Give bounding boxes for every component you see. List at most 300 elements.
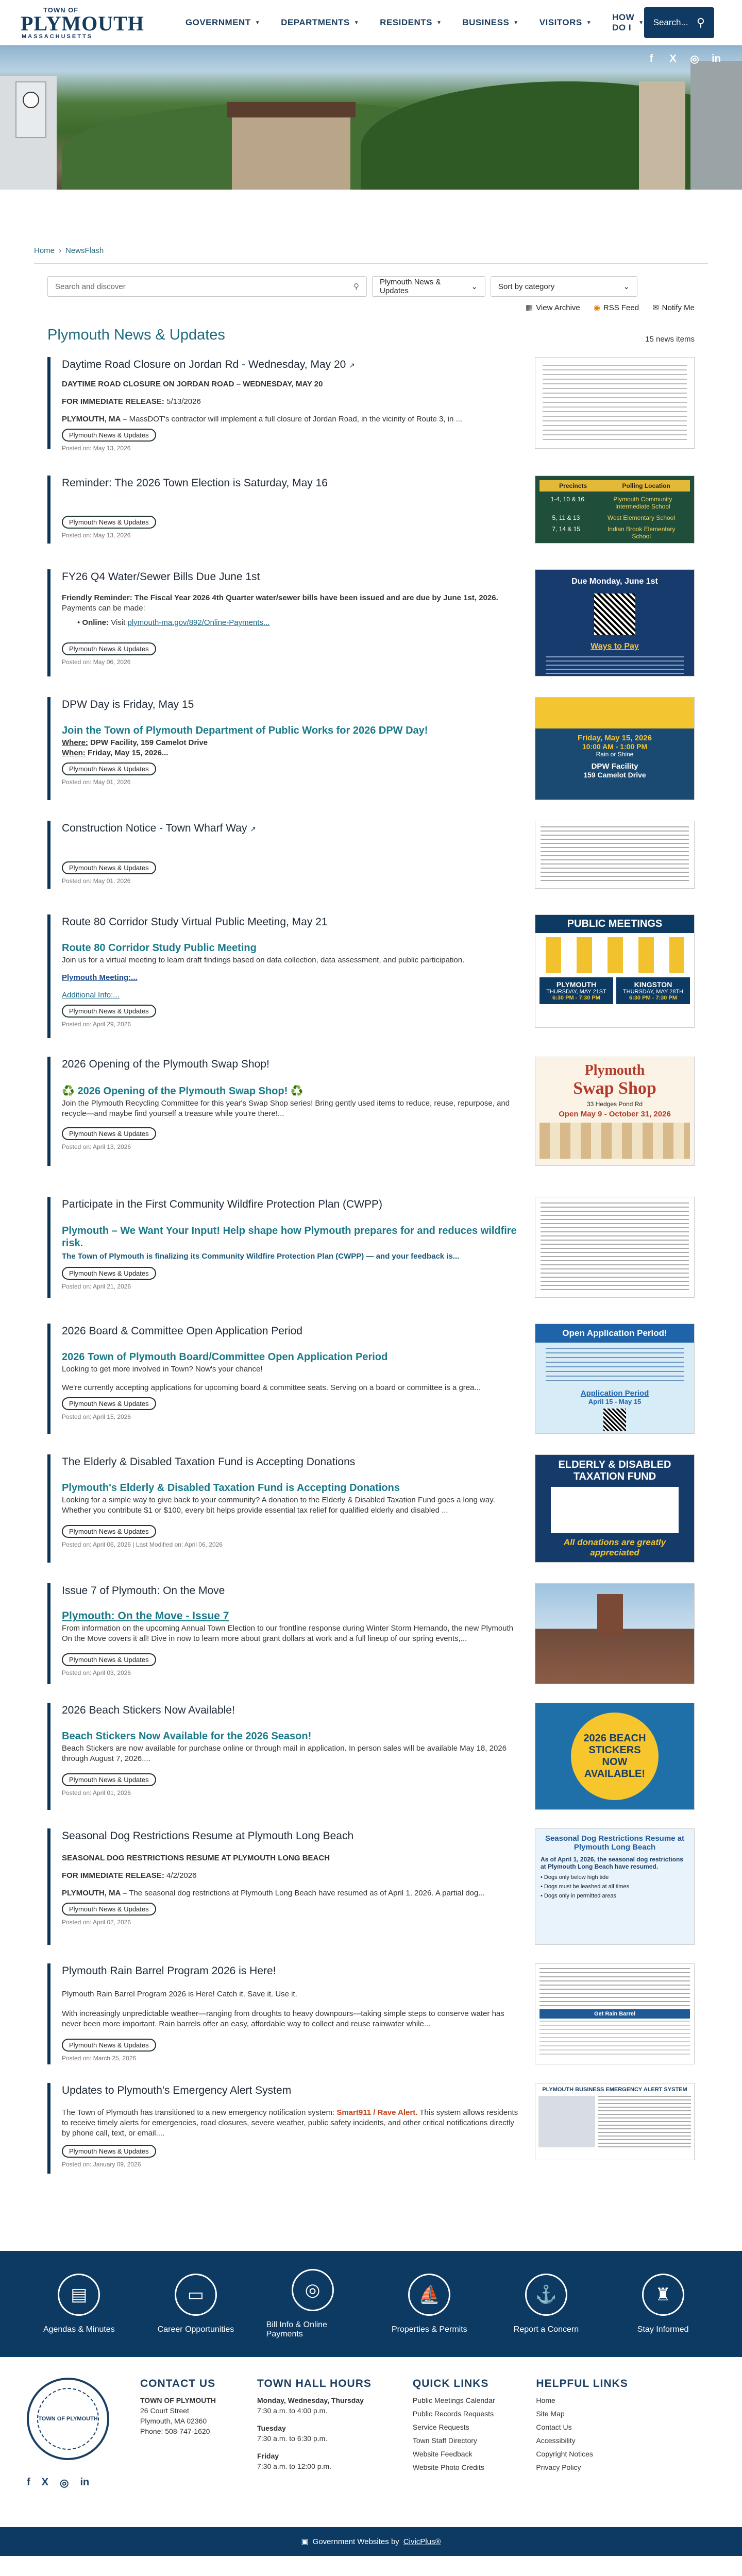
thumb-title: Plymouth — [584, 1062, 645, 1078]
news-item-title[interactable]: 2026 Opening of the Plymouth Swap Shop! — [62, 1058, 269, 1070]
news-subheading: Join the Town of Plymouth Department of Public Works for 2026 DPW Day! — [62, 725, 428, 736]
thumb-text: Dogs only below high tide — [544, 1874, 609, 1880]
news-thumbnail[interactable] — [535, 1963, 695, 2064]
thumb-text: 10:00 AM - 1:00 PM — [582, 742, 648, 751]
header-search[interactable] — [644, 7, 714, 38]
footer-link[interactable]: Home — [536, 2396, 555, 2404]
news-body: From information on the upcoming Annual Town Election to our frontline response during Winter Storm Hernando, the new Plymouth On the Move covers it all! Dive in now to learn more about grant dollars at work and a full lineup of our spring events,... — [62, 1624, 514, 1643]
footer-credit: Government Websites by — [312, 2537, 399, 2546]
external-link-icon: ↗ — [349, 361, 355, 369]
building-tower — [597, 1594, 623, 1635]
dpw-vehicle-illustration — [535, 698, 694, 728]
thumb-title: PUBLIC MEETINGS — [535, 915, 694, 933]
thumb-title: Open Application Period! — [535, 1324, 694, 1343]
table-cell: West Elementary School — [607, 514, 676, 521]
hero-roof — [227, 102, 356, 117]
footer-heading: CONTACT US — [140, 2378, 216, 2389]
civicplus-icon: ▣ — [301, 2537, 309, 2546]
footer-link[interactable]: Website Photo Credits — [412, 2463, 484, 2471]
col-header: Precincts — [559, 482, 587, 489]
news-body: Beach Stickers are now available for purchase online or through mail in application. In person sales will be available May 18, 2026 through August 7, 2026.... — [62, 1744, 507, 1763]
news-label: Online: — [82, 618, 109, 627]
hero-building — [232, 117, 350, 190]
news-line — [62, 414, 519, 425]
news-item-title[interactable]: Plymouth Rain Barrel Program 2026 is Here! — [62, 1965, 276, 1977]
route-icons — [546, 937, 684, 973]
news-line — [62, 397, 519, 407]
posted-date: Posted on: April 03, 2026 — [62, 1669, 131, 1676]
footer-text: 7:30 a.m. to 12:00 p.m. — [257, 2462, 331, 2470]
thumb-text: Open May 9 - October 31, 2026 — [559, 1110, 671, 1118]
category-tag[interactable]: Plymouth News & Updates — [62, 642, 156, 655]
hero-banner — [0, 45, 742, 190]
instagram-icon[interactable]: ◎ — [60, 2478, 69, 2489]
footer-quick-links — [413, 2378, 495, 2527]
news-bold-text: Friendly Reminder: The Fiscal Year 2026 4th Quarter water/sewer bills have been issued and are due by June 1st, 2026. — [62, 594, 498, 602]
quick-access-label: Bill Info & Online Payments — [266, 2320, 327, 2338]
lighthouse-icon: ♜ — [642, 2274, 684, 2316]
news-item-title[interactable]: 2026 Board & Committee Open Application Period — [62, 1325, 302, 1337]
footer-link[interactable]: Public Records Requests — [412, 2410, 494, 2418]
social-links — [644, 52, 723, 66]
category-tag[interactable]: Plymouth News & Updates — [62, 861, 156, 874]
news-label: PLYMOUTH, MA – — [62, 415, 127, 423]
news-item-content — [47, 1963, 519, 2064]
clock-icon — [23, 92, 39, 108]
news-body: With increasingly unpredictable weather—ranging from droughts to heavy downpours—taking simple steps to conserve water has never been more important. Rain barrels offer an easy, affordable way to collect and reuse rainwater while... — [62, 2009, 504, 2028]
posted-date: Posted on: March 25, 2026 — [62, 2055, 137, 2062]
sort-select[interactable] — [491, 276, 637, 297]
alert-preview — [538, 2096, 691, 2147]
on-the-move-link[interactable]: Plymouth: On the Move - Issue 7 — [62, 1610, 229, 1622]
breadcrumb — [0, 246, 742, 255]
news-thumbnail[interactable] — [535, 2083, 695, 2160]
news-item — [47, 476, 695, 544]
quick-access-label: Properties & Permits — [391, 2325, 467, 2334]
header-search-label: Search... — [653, 18, 688, 27]
chevron-down-icon: ▼ — [436, 20, 442, 26]
news-value: MassDOT's contractor will implement a full closure of Jordan Road, in the vicinity of Route 3, in ... — [127, 415, 463, 423]
posted-date: Posted on: April 02, 2026 — [62, 1919, 131, 1926]
news-body: Join the Plymouth Recycling Committee for this year's Swap Shop series! Bring gently used items to reduce, reuse, repurpose, and recycle—and maybe find yourself a treasure while you're there!... — [62, 1099, 510, 1118]
news-item-title[interactable]: The Elderly & Disabled Taxation Fund is Accepting Donations — [62, 1456, 356, 1468]
news-thumbnail[interactable] — [535, 821, 695, 889]
news-item-title[interactable]: Reminder: The 2026 Town Election is Saturday, May 16 — [62, 477, 328, 489]
news-item — [47, 1828, 695, 1945]
qr-code-icon — [603, 1409, 626, 1431]
news-title-text: Construction Notice - Town Wharf Way — [62, 822, 247, 834]
col-header: Polling Location — [622, 482, 670, 489]
meeting-box — [539, 977, 613, 1004]
category-tag[interactable]: Plymouth News & Updates — [62, 1653, 156, 1666]
news-body: Payments can be made: — [62, 604, 145, 613]
facebook-icon[interactable]: f — [27, 2477, 30, 2488]
divider — [34, 263, 708, 264]
logo-town-of: TOWN OF — [43, 6, 79, 14]
footer-heading: QUICK LINKS — [412, 2378, 489, 2389]
properties-permits-link[interactable] — [383, 2274, 476, 2334]
news-item-content — [47, 697, 519, 800]
thumb-text: Dogs only in permitted areas — [544, 1893, 616, 1899]
news-line — [62, 1888, 519, 1899]
news-label: FOR IMMEDIATE RELEASE: — [62, 1871, 164, 1880]
footer-link[interactable]: Site Map — [536, 2410, 565, 2418]
news-item — [47, 697, 695, 800]
category-tag[interactable]: Plymouth News & Updates — [62, 1397, 156, 1410]
category-tag[interactable]: Plymouth News & Updates — [62, 516, 156, 529]
nav-residents[interactable] — [380, 12, 442, 33]
footer-text: 7:30 a.m. to 6:30 p.m. — [257, 2434, 328, 2443]
search-icon[interactable]: ⚲ — [696, 16, 705, 29]
site-header — [0, 0, 742, 45]
posted-date: Posted on: April 06, 2026 | Last Modified on: April 06, 2026 — [62, 1541, 223, 1548]
thumb-text: Dogs must be leashed at all times — [544, 1884, 630, 1890]
news-item-title[interactable] — [62, 358, 519, 372]
footer-heading: HELPFUL LINKS — [536, 2378, 628, 2389]
breadcrumb-current[interactable]: NewsFlash — [65, 246, 104, 255]
news-body: Plymouth Rain Barrel Program 2026 is Here! Catch it. Save it. Use it. — [62, 1990, 297, 1998]
posted-date: Posted on: May 01, 2026 — [62, 877, 131, 885]
thumb-text: Get Rain Barrel — [539, 2009, 690, 2019]
posted-date: Posted on: May 01, 2026 — [62, 778, 131, 786]
nav-government[interactable] — [185, 12, 260, 33]
posted-date: Posted on: May 13, 2026 — [62, 532, 131, 539]
news-value: 4/2/2026 — [164, 1871, 197, 1880]
news-item-title[interactable] — [62, 822, 519, 836]
category-select[interactable] — [372, 276, 485, 297]
thumb-list-item: • Dogs only in permitted areas — [541, 1893, 616, 1899]
facebook-icon[interactable]: f — [649, 53, 653, 64]
news-label: FOR IMMEDIATE RELEASE: — [62, 397, 164, 406]
news-search-input[interactable] — [47, 276, 367, 297]
chevron-down-icon: ▼ — [513, 20, 519, 26]
notify-label: Notify Me — [662, 303, 695, 312]
news-search-placeholder: Search and discover — [55, 282, 126, 291]
news-item — [47, 1583, 695, 1684]
news-label: Where: — [62, 738, 88, 747]
site-footer — [0, 2357, 742, 2527]
news-label: When: — [62, 749, 86, 757]
thumb-list-item: • Dogs must be leashed at all times — [541, 1884, 630, 1890]
meeting-date: THURSDAY, MAY 21ST — [546, 989, 606, 995]
nav-how-do-i[interactable] — [612, 12, 644, 33]
thumb-text: Rain or Shine — [596, 751, 634, 758]
news-thumbnail[interactable] — [535, 569, 695, 676]
category-tag[interactable]: Plymouth News & Updates — [62, 429, 156, 442]
news-subheading: SEASONAL DOG RESTRICTIONS RESUME AT PLYMOUTH LONG BEACH — [62, 1854, 330, 1862]
breadcrumb-home[interactable]: Home — [34, 246, 55, 255]
thumb-text: As of April 1, 2026, the seasonal dog restrictions at Plymouth Long Beach have resumed. — [541, 1856, 683, 1870]
rss-feed-link[interactable] — [594, 303, 639, 312]
nav-label: DEPARTMENTS — [281, 18, 350, 27]
report-concern-link[interactable] — [500, 2274, 593, 2334]
rss-label: RSS Feed — [603, 303, 639, 312]
news-item — [47, 357, 695, 452]
news-body: Join us for a virtual meeting to learn draft findings based on data collection, data assessment, and public participation. — [62, 956, 465, 964]
news-item-title[interactable]: DPW Day is Friday, May 15 — [62, 699, 194, 710]
view-archive-link[interactable] — [526, 303, 580, 312]
news-item-title[interactable]: Updates to Plymouth's Emergency Alert System — [62, 2084, 292, 2096]
ship-icon: ⚓ — [525, 2274, 567, 2316]
quick-access-bar — [0, 2251, 742, 2357]
footer-text: 7:30 a.m. to 4:00 p.m. — [257, 2406, 328, 2415]
news-thumbnail[interactable] — [535, 914, 695, 1028]
table-cell: Indian Brook Elementary School — [607, 526, 676, 540]
thumb-title: PLYMOUTH BUSINESS EMERGENCY ALERT SYSTEM — [542, 2087, 687, 2093]
quick-access-label: Stay Informed — [637, 2325, 689, 2334]
news-body — [62, 2108, 519, 2139]
news-highlight: Smart911 / Rave Alert. — [336, 2108, 418, 2117]
meeting-boxes — [535, 977, 694, 1004]
footer-link[interactable]: Service Requests — [412, 2423, 469, 2431]
news-value: 5/13/2026 — [164, 397, 201, 406]
x-icon[interactable]: X — [41, 2477, 49, 2488]
news-item-content — [47, 569, 519, 676]
thumb-text: DPW Facility — [591, 762, 638, 771]
news-tools — [0, 303, 742, 312]
news-item — [47, 914, 695, 1038]
news-item-content — [47, 2083, 519, 2174]
news-item-content — [47, 1583, 519, 1684]
thumb-text-lines — [546, 656, 684, 676]
news-thumbnail[interactable] — [535, 476, 695, 544]
map-icon: ▤ — [58, 2274, 100, 2316]
news-thumbnail[interactable] — [535, 1703, 695, 1810]
map-preview — [538, 2096, 595, 2147]
news-subheading: Route 80 Corridor Study Public Meeting — [62, 942, 257, 954]
footer-text: 26 Court Street — [140, 2406, 189, 2415]
stay-informed-link[interactable] — [617, 2274, 710, 2334]
footer-helpful-links — [536, 2378, 628, 2527]
footer-social — [27, 2477, 109, 2489]
agendas-minutes-link[interactable] — [32, 2274, 125, 2334]
footer-link[interactable]: Accessibility — [536, 2436, 576, 2445]
news-subheading: ♻️ 2026 Opening of the Plymouth Swap Shop! ♻️ — [62, 1086, 303, 1097]
news-body: The Town of Plymouth is finalizing its Community Wildfire Protection Plan (CWPP) — and your feedback is... — [62, 1252, 460, 1261]
rss-icon: ◉ — [593, 303, 600, 312]
category-tag[interactable]: Plymouth News & Updates — [62, 1525, 156, 1538]
search-icon[interactable]: ⚲ — [353, 282, 359, 291]
table-row — [539, 526, 690, 540]
hero-building — [690, 61, 742, 190]
envelope-icon: ✉ — [652, 303, 659, 312]
news-line — [62, 738, 519, 748]
table-cell: Plymouth Community Intermediate School — [613, 496, 672, 510]
posted-date: Posted on: April 21, 2026 — [62, 1283, 131, 1290]
career-opportunities-link[interactable] — [149, 2274, 242, 2334]
posted-date: Posted on: April 15, 2026 — [62, 1413, 131, 1420]
plymouth-meeting-link[interactable]: Plymouth Meeting:... — [62, 973, 138, 982]
news-value: Friday, May 15, 2026... — [85, 749, 168, 757]
view-archive-label: View Archive — [536, 303, 580, 312]
category-tag[interactable]: Plymouth News & Updates — [62, 1267, 156, 1280]
external-link-icon: ↗ — [250, 825, 257, 833]
thumb-text: April 15 - May 15 — [588, 1398, 642, 1405]
news-thumbnail[interactable] — [535, 697, 695, 800]
news-value: The seasonal dog restrictions at Plymouth Long Beach have resumed as of April 1, 2026. A partial dog... — [127, 1889, 485, 1897]
footer-text: TOWN OF PLYMOUTH — [140, 2396, 216, 2404]
footer-contact — [140, 2378, 216, 2527]
footer-link[interactable]: Website Feedback — [412, 2450, 473, 2458]
category-tag[interactable]: Plymouth News & Updates — [62, 2039, 156, 2052]
news-title-text: Daytime Road Closure on Jordan Rd - Wednesday, May 20 — [62, 359, 346, 370]
news-item — [47, 569, 695, 676]
footer-link[interactable]: Copyright Notices — [536, 2450, 593, 2458]
footer-link[interactable]: Contact Us — [536, 2423, 572, 2431]
thumb-text: Application Period — [580, 1389, 649, 1398]
news-item-title[interactable]: Issue 7 of Plymouth: On the Move — [62, 1585, 225, 1597]
news-item-title[interactable]: 2026 Beach Stickers Now Available! — [62, 1704, 235, 1716]
news-subheading: 2026 Town of Plymouth Board/Committee Open Application Period — [62, 1351, 388, 1363]
linkedin-icon[interactable]: in — [80, 2477, 90, 2488]
news-item-content — [47, 1324, 519, 1434]
thumb-title: Seasonal Dog Restrictions Resume at Plymouth Long Beach — [545, 1834, 685, 1852]
news-list — [0, 357, 742, 2174]
civicplus-link[interactable]: CivicPlus® — [403, 2537, 441, 2546]
category-tag[interactable]: Plymouth News & Updates — [62, 1773, 156, 1786]
category-tag[interactable]: Plymouth News & Updates — [62, 1127, 156, 1140]
document-preview — [539, 1968, 690, 2009]
news-item — [47, 821, 695, 889]
bill-payments-link[interactable] — [266, 2269, 359, 2339]
news-item-content — [47, 1703, 519, 1810]
town-seal — [27, 2378, 109, 2460]
news-item-content — [47, 357, 519, 452]
footer-link[interactable]: Public Meetings Calendar — [412, 2396, 495, 2404]
table-row — [539, 514, 690, 521]
news-item — [47, 1057, 695, 1166]
posted-date: Posted on: May 06, 2026 — [62, 658, 131, 666]
meeting-box — [616, 977, 690, 1004]
nav-label: BUSINESS — [462, 18, 510, 27]
instagram-icon[interactable]: ◎ — [690, 53, 699, 65]
category-tag[interactable]: Plymouth News & Updates — [62, 1005, 156, 1018]
news-item-content — [47, 1454, 519, 1563]
linkedin-icon[interactable]: in — [712, 53, 721, 64]
nav-business[interactable] — [462, 12, 518, 33]
additional-info-link[interactable]: Additional Info:... — [62, 991, 120, 999]
news-item — [47, 1324, 695, 1434]
filter-bar — [0, 276, 742, 297]
footer-text: Monday, Wednesday, Thursday — [257, 2396, 364, 2404]
thumb-text-lines — [546, 1348, 684, 1384]
logo-name: PLYMOUTH — [21, 11, 144, 35]
category-tag[interactable]: Plymouth News & Updates — [62, 762, 156, 775]
news-thumbnail[interactable] — [535, 1583, 695, 1684]
posted-date: Posted on: April 29, 2026 — [62, 1021, 131, 1028]
nav-visitors[interactable] — [539, 12, 592, 33]
footer-seal-column — [27, 2378, 109, 2527]
beach-sticker-badge: 2026 BEACH STICKERS NOW AVAILABLE! — [571, 1713, 659, 1800]
x-icon[interactable]: X — [669, 53, 677, 64]
category-tag[interactable]: Plymouth News & Updates — [62, 1903, 156, 1916]
posted-date: Posted on: May 13, 2026 — [62, 445, 131, 452]
thumb-list-item: • Dogs only below high tide — [541, 1874, 609, 1880]
footer-link[interactable]: Privacy Policy — [536, 2463, 581, 2471]
meeting-date: THURSDAY, MAY 28TH — [622, 989, 684, 995]
news-item-title[interactable]: FY26 Q4 Water/Sewer Bills Due June 1st — [62, 571, 260, 583]
chevron-down-icon: ▼ — [586, 20, 592, 26]
news-subheading: Plymouth – We Want Your Input! Help shape how Plymouth prepares for and reduces wildfire risk. — [62, 1225, 517, 1249]
footer-link[interactable]: Town Staff Directory — [412, 2436, 477, 2445]
meeting-town: KINGSTON — [634, 980, 672, 989]
table-row — [539, 496, 690, 510]
nav-label: RESIDENTS — [380, 18, 432, 27]
bill-icon: ◎ — [292, 2269, 334, 2311]
news-value: Visit — [109, 618, 128, 627]
chevron-down-icon: ▼ — [638, 20, 644, 26]
footer-text: Plymouth, MA 02360 — [140, 2417, 207, 2425]
news-thumbnail[interactable] — [535, 1057, 695, 1166]
news-thumbnail[interactable] — [535, 357, 695, 449]
news-item-content — [47, 476, 519, 544]
nav-label: HOW DO I — [612, 12, 635, 32]
thumb-title: Swap Shop — [573, 1079, 656, 1098]
news-thumbnail[interactable] — [535, 1197, 695, 1298]
news-label: PLYMOUTH, MA – — [62, 1889, 127, 1897]
news-item-content — [47, 914, 519, 1038]
breadcrumb-separator: › — [59, 246, 62, 255]
seal-text: TOWN OF PLYMOUTH — [37, 2388, 99, 2450]
table-cell: 1-4, 10 & 16 — [550, 496, 585, 503]
logo-state: MASSACHUSETTS — [22, 33, 93, 40]
news-item — [47, 2083, 695, 2174]
news-item-content — [47, 821, 519, 889]
footer-bottom-bar — [0, 2527, 742, 2556]
notify-me-link[interactable] — [652, 303, 695, 312]
news-value: DPW Facility, 159 Camelot Drive — [88, 738, 208, 747]
news-line — [62, 748, 519, 758]
thumb-text: 33 Hedges Pond Rd — [586, 1100, 643, 1108]
category-tag[interactable]: Plymouth News & Updates — [62, 2145, 156, 2158]
sort-value: Sort by category — [498, 282, 555, 291]
chevron-down-icon: ▼ — [353, 20, 360, 26]
document-preview — [539, 2021, 690, 2057]
thumb-text: All donations are greatly appreciated — [563, 1537, 666, 1557]
news-item-title[interactable]: Participate in the First Community Wildfire Protection Plan (CWPP) — [62, 1198, 383, 1210]
site-logo[interactable] — [21, 6, 144, 40]
meeting-town: PLYMOUTH — [556, 980, 597, 989]
chevron-down-icon: ⌄ — [471, 282, 478, 291]
category-value: Plymouth News & Updates — [380, 278, 441, 295]
news-count: 15 news items — [645, 335, 695, 344]
nav-label: VISITORS — [539, 18, 582, 27]
footer-text: Phone: 508-747-1620 — [140, 2427, 210, 2435]
meeting-time: 6:30 PM - 7:30 PM — [629, 995, 677, 1001]
online-payments-link[interactable]: plymouth-ma.gov/892/Online-Payments... — [127, 618, 270, 627]
news-item-title[interactable]: Seasonal Dog Restrictions Resume at Plymouth Long Beach — [62, 1830, 354, 1842]
thumb-text: 159 Camelot Drive — [583, 771, 646, 779]
news-item — [47, 1197, 695, 1298]
news-item-content — [47, 1828, 519, 1945]
meeting-time: 6:30 PM - 7:30 PM — [552, 995, 600, 1001]
news-text: The Town of Plymouth has transitioned to a new emergency notification system: — [62, 2108, 337, 2117]
document-preview — [541, 1202, 689, 1292]
document-preview — [543, 365, 687, 442]
news-thumbnail[interactable] — [535, 1828, 695, 1945]
news-thumbnail[interactable] — [535, 1324, 695, 1434]
document-preview — [598, 2096, 691, 2147]
nav-departments[interactable] — [281, 12, 359, 33]
posted-date: Posted on: April 01, 2026 — [62, 1789, 131, 1797]
news-thumbnail[interactable] — [535, 1454, 695, 1563]
news-subheading: DAYTIME ROAD CLOSURE ON JORDAN ROAD – WEDNESDAY, MAY 20 — [62, 380, 323, 388]
chevron-down-icon: ⌄ — [623, 282, 630, 291]
chevron-down-icon: ▼ — [255, 20, 261, 26]
table-cell: 7, 14 & 15 — [552, 526, 581, 533]
news-item-title[interactable]: Route 80 Corridor Study Virtual Public Meeting, May 21 — [62, 916, 328, 928]
thumb-link: Ways to Pay — [591, 642, 639, 651]
